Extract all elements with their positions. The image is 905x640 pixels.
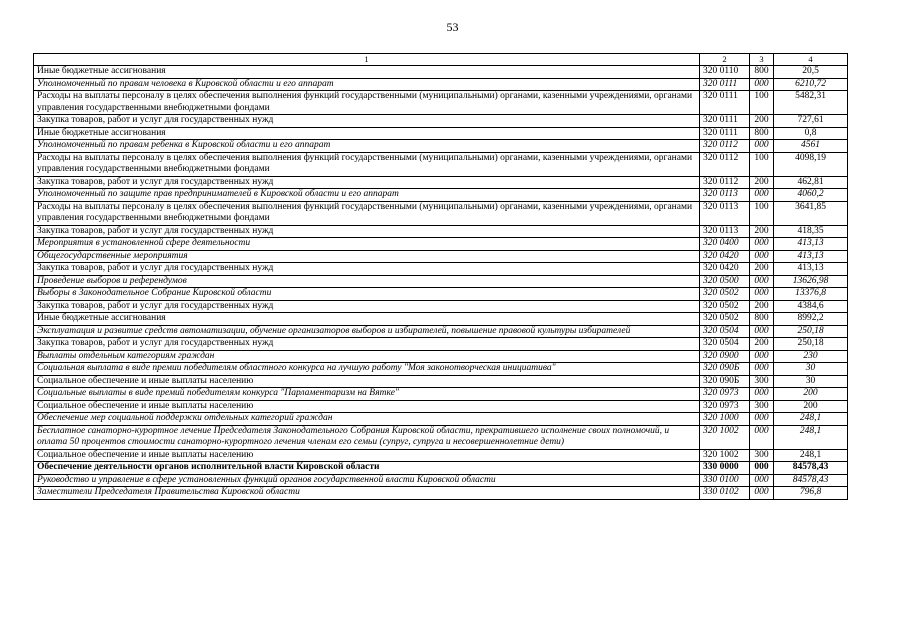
row-name: Обеспечение мер социальной поддержки отдельных категорий граждан xyxy=(34,413,700,426)
row-type: 000 xyxy=(750,288,774,301)
row-type: 000 xyxy=(750,487,774,500)
row-type: 300 xyxy=(750,375,774,388)
row-type: 000 xyxy=(750,275,774,288)
row-amount: 413,13 xyxy=(774,263,848,276)
table-row xyxy=(34,400,848,413)
row-type: 300 xyxy=(750,449,774,462)
table-header-row xyxy=(34,54,848,66)
row-code: 320 0973 xyxy=(700,400,750,413)
row-type: 000 xyxy=(750,250,774,263)
row-amount: 5482,31 xyxy=(774,91,848,115)
header-col-code: 2 xyxy=(700,54,750,66)
row-code: 320 0113 xyxy=(700,225,750,238)
row-type: 800 xyxy=(750,313,774,326)
row-code: 320 090Б xyxy=(700,363,750,376)
row-code: 320 1002 xyxy=(700,449,750,462)
row-name: Уполномоченный по правам человека в Кировской области и его аппарат xyxy=(34,78,700,91)
row-amount: 248,1 xyxy=(774,449,848,462)
table-row xyxy=(34,288,848,301)
table-row xyxy=(34,462,848,475)
row-code: 320 1000 xyxy=(700,413,750,426)
row-code: 320 0112 xyxy=(700,140,750,153)
table-row xyxy=(34,152,848,176)
row-amount: 4060,2 xyxy=(774,189,848,202)
row-amount: 250,18 xyxy=(774,338,848,351)
row-code: 320 0500 xyxy=(700,275,750,288)
row-code: 320 0420 xyxy=(700,250,750,263)
row-name: Бесплатное санаторно-курортное лечение Председателя Законодательного Собрания Кировской области, прекратившего исполнение своих полномочий, и оплата 50 процентов стоимости санаторно-курортного лечения членам его семьи (супруг, супруга и несовершеннолетние дети) xyxy=(34,425,700,449)
row-code: 320 0973 xyxy=(700,388,750,401)
row-amount: 6210,72 xyxy=(774,78,848,91)
row-type: 000 xyxy=(750,325,774,338)
row-type: 200 xyxy=(750,115,774,128)
table-row xyxy=(34,425,848,449)
row-amount: 3641,85 xyxy=(774,201,848,225)
row-code: 320 1002 xyxy=(700,425,750,449)
row-name: Руководство и управление в сфере установленных функций органов государственной власти Кировской области xyxy=(34,474,700,487)
row-name: Эксплуатация и развитие средств автоматизации, обучение организаторов выборов и избирателей, повышение правовой культуры избирателей xyxy=(34,325,700,338)
row-code: 330 0100 xyxy=(700,474,750,487)
table-row xyxy=(34,313,848,326)
row-name: Закупка товаров, работ и услуг для государственных нужд xyxy=(34,338,700,351)
row-name: Расходы на выплаты персоналу в целях обеспечения выполнения функций государственными (муниципальными) органами, казенными учреждениями, органами управления государственными внебюджетными фондами xyxy=(34,152,700,176)
table-row xyxy=(34,201,848,225)
table-row xyxy=(34,449,848,462)
row-type: 000 xyxy=(750,363,774,376)
row-name: Заместители Председателя Правительства Кировской области xyxy=(34,487,700,500)
table-row xyxy=(34,300,848,313)
row-code: 320 0900 xyxy=(700,350,750,363)
row-name: Выборы в Законодательное Собрание Кировской области xyxy=(34,288,700,301)
budget-table xyxy=(33,53,848,500)
table-row xyxy=(34,338,848,351)
table-row xyxy=(34,363,848,376)
header-col-name: 1 xyxy=(34,54,700,66)
row-type: 800 xyxy=(750,127,774,140)
row-amount: 248,1 xyxy=(774,413,848,426)
row-amount: 727,61 xyxy=(774,115,848,128)
row-code: 320 0111 xyxy=(700,78,750,91)
row-name: Иные бюджетные ассигнования xyxy=(34,66,700,79)
row-name: Проведение выборов и референдумов xyxy=(34,275,700,288)
row-name: Социальное обеспечение и иные выплаты населению xyxy=(34,449,700,462)
row-amount: 4098,19 xyxy=(774,152,848,176)
row-name: Выплаты отдельным категориям граждан xyxy=(34,350,700,363)
table-row xyxy=(34,91,848,115)
row-name: Закупка товаров, работ и услуг для государственных нужд xyxy=(34,225,700,238)
row-code: 320 0420 xyxy=(700,263,750,276)
row-type: 100 xyxy=(750,91,774,115)
row-code: 320 0502 xyxy=(700,288,750,301)
row-code: 320 0112 xyxy=(700,176,750,189)
row-type: 000 xyxy=(750,189,774,202)
table-row xyxy=(34,225,848,238)
header-col-type: 3 xyxy=(750,54,774,66)
row-code: 320 0113 xyxy=(700,201,750,225)
row-type: 000 xyxy=(750,462,774,475)
row-name: Уполномоченный по защите прав предпринимателей в Кировской области и его аппарат xyxy=(34,189,700,202)
table-row xyxy=(34,413,848,426)
row-name: Социальная выплата в виде премии победителям областного конкурса на лучшую работу "Моя законотворческая инициатива" xyxy=(34,363,700,376)
row-name: Общегосударственные мероприятия xyxy=(34,250,700,263)
page-number: 53 xyxy=(446,20,459,34)
row-amount: 200 xyxy=(774,388,848,401)
header-col-amount: 4 xyxy=(774,54,848,66)
row-type: 000 xyxy=(750,413,774,426)
row-amount: 418,35 xyxy=(774,225,848,238)
row-code: 330 0000 xyxy=(700,462,750,475)
table-row xyxy=(34,189,848,202)
table-row xyxy=(34,66,848,79)
row-type: 000 xyxy=(750,78,774,91)
row-amount: 413,13 xyxy=(774,250,848,263)
row-code: 320 0111 xyxy=(700,91,750,115)
row-type: 200 xyxy=(750,263,774,276)
table-row xyxy=(34,275,848,288)
table-row xyxy=(34,388,848,401)
row-type: 100 xyxy=(750,201,774,225)
row-amount: 4384,6 xyxy=(774,300,848,313)
row-name: Обеспечение деятельности органов исполнительной власти Кировской области xyxy=(34,462,700,475)
table-row xyxy=(34,487,848,500)
row-type: 000 xyxy=(750,388,774,401)
row-name: Закупка товаров, работ и услуг для государственных нужд xyxy=(34,115,700,128)
row-code: 320 0113 xyxy=(700,189,750,202)
table-row xyxy=(34,176,848,189)
row-name: Уполномоченный по правам ребенка в Кировской области и его аппарат xyxy=(34,140,700,153)
row-code: 330 0102 xyxy=(700,487,750,500)
row-type: 000 xyxy=(750,425,774,449)
row-name: Социальные выплаты в виде премий победителям конкурса "Парламентаризм на Вятке" xyxy=(34,388,700,401)
table-row xyxy=(34,238,848,251)
row-code: 320 0111 xyxy=(700,115,750,128)
row-amount: 30 xyxy=(774,363,848,376)
row-type: 000 xyxy=(750,350,774,363)
table-row xyxy=(34,115,848,128)
row-amount: 4561 xyxy=(774,140,848,153)
row-amount: 462,81 xyxy=(774,176,848,189)
row-name: Иные бюджетные ассигнования xyxy=(34,313,700,326)
row-code: 320 0110 xyxy=(700,66,750,79)
table-row xyxy=(34,474,848,487)
row-code: 320 0502 xyxy=(700,313,750,326)
row-amount: 230 xyxy=(774,350,848,363)
row-type: 200 xyxy=(750,338,774,351)
row-code: 320 0400 xyxy=(700,238,750,251)
row-amount: 413,13 xyxy=(774,238,848,251)
row-amount: 8992,2 xyxy=(774,313,848,326)
row-code: 320 0112 xyxy=(700,152,750,176)
table-row xyxy=(34,250,848,263)
table-row xyxy=(34,78,848,91)
row-type: 100 xyxy=(750,152,774,176)
row-name: Мероприятия в установленной сфере деятельности xyxy=(34,238,700,251)
row-amount: 13626,98 xyxy=(774,275,848,288)
row-name: Иные бюджетные ассигнования xyxy=(34,127,700,140)
row-name: Расходы на выплаты персоналу в целях обеспечения выполнения функций государственными (муниципальными) органами, казенными учреждениями, органами управления государственными внебюджетными фондами xyxy=(34,201,700,225)
row-name: Социальное обеспечение и иные выплаты населению xyxy=(34,375,700,388)
row-type: 300 xyxy=(750,400,774,413)
table-row xyxy=(34,375,848,388)
row-amount: 84578,43 xyxy=(774,462,848,475)
row-type: 200 xyxy=(750,225,774,238)
table-row xyxy=(34,127,848,140)
row-type: 200 xyxy=(750,176,774,189)
row-amount: 250,18 xyxy=(774,325,848,338)
table-row xyxy=(34,140,848,153)
row-type: 800 xyxy=(750,66,774,79)
row-amount: 796,8 xyxy=(774,487,848,500)
row-amount: 0,8 xyxy=(774,127,848,140)
row-name: Социальное обеспечение и иные выплаты населению xyxy=(34,400,700,413)
row-code: 320 0504 xyxy=(700,325,750,338)
row-code: 320 0502 xyxy=(700,300,750,313)
row-amount: 20,5 xyxy=(774,66,848,79)
row-type: 000 xyxy=(750,140,774,153)
row-name: Расходы на выплаты персоналу в целях обеспечения выполнения функций государственными (муниципальными) органами, казенными учреждениями, органами управления государственными внебюджетными фондами xyxy=(34,91,700,115)
table-row xyxy=(34,263,848,276)
row-amount: 13376,8 xyxy=(774,288,848,301)
row-type: 200 xyxy=(750,300,774,313)
row-code: 320 090Б xyxy=(700,375,750,388)
row-code: 320 0504 xyxy=(700,338,750,351)
row-amount: 84578,43 xyxy=(774,474,848,487)
row-amount: 248,1 xyxy=(774,425,848,449)
row-name: Закупка товаров, работ и услуг для государственных нужд xyxy=(34,176,700,189)
row-code: 320 0111 xyxy=(700,127,750,140)
table-row xyxy=(34,325,848,338)
row-amount: 200 xyxy=(774,400,848,413)
row-name: Закупка товаров, работ и услуг для государственных нужд xyxy=(34,300,700,313)
row-name: Закупка товаров, работ и услуг для государственных нужд xyxy=(34,263,700,276)
row-amount: 30 xyxy=(774,375,848,388)
row-type: 000 xyxy=(750,238,774,251)
row-type: 000 xyxy=(750,474,774,487)
table-row xyxy=(34,350,848,363)
